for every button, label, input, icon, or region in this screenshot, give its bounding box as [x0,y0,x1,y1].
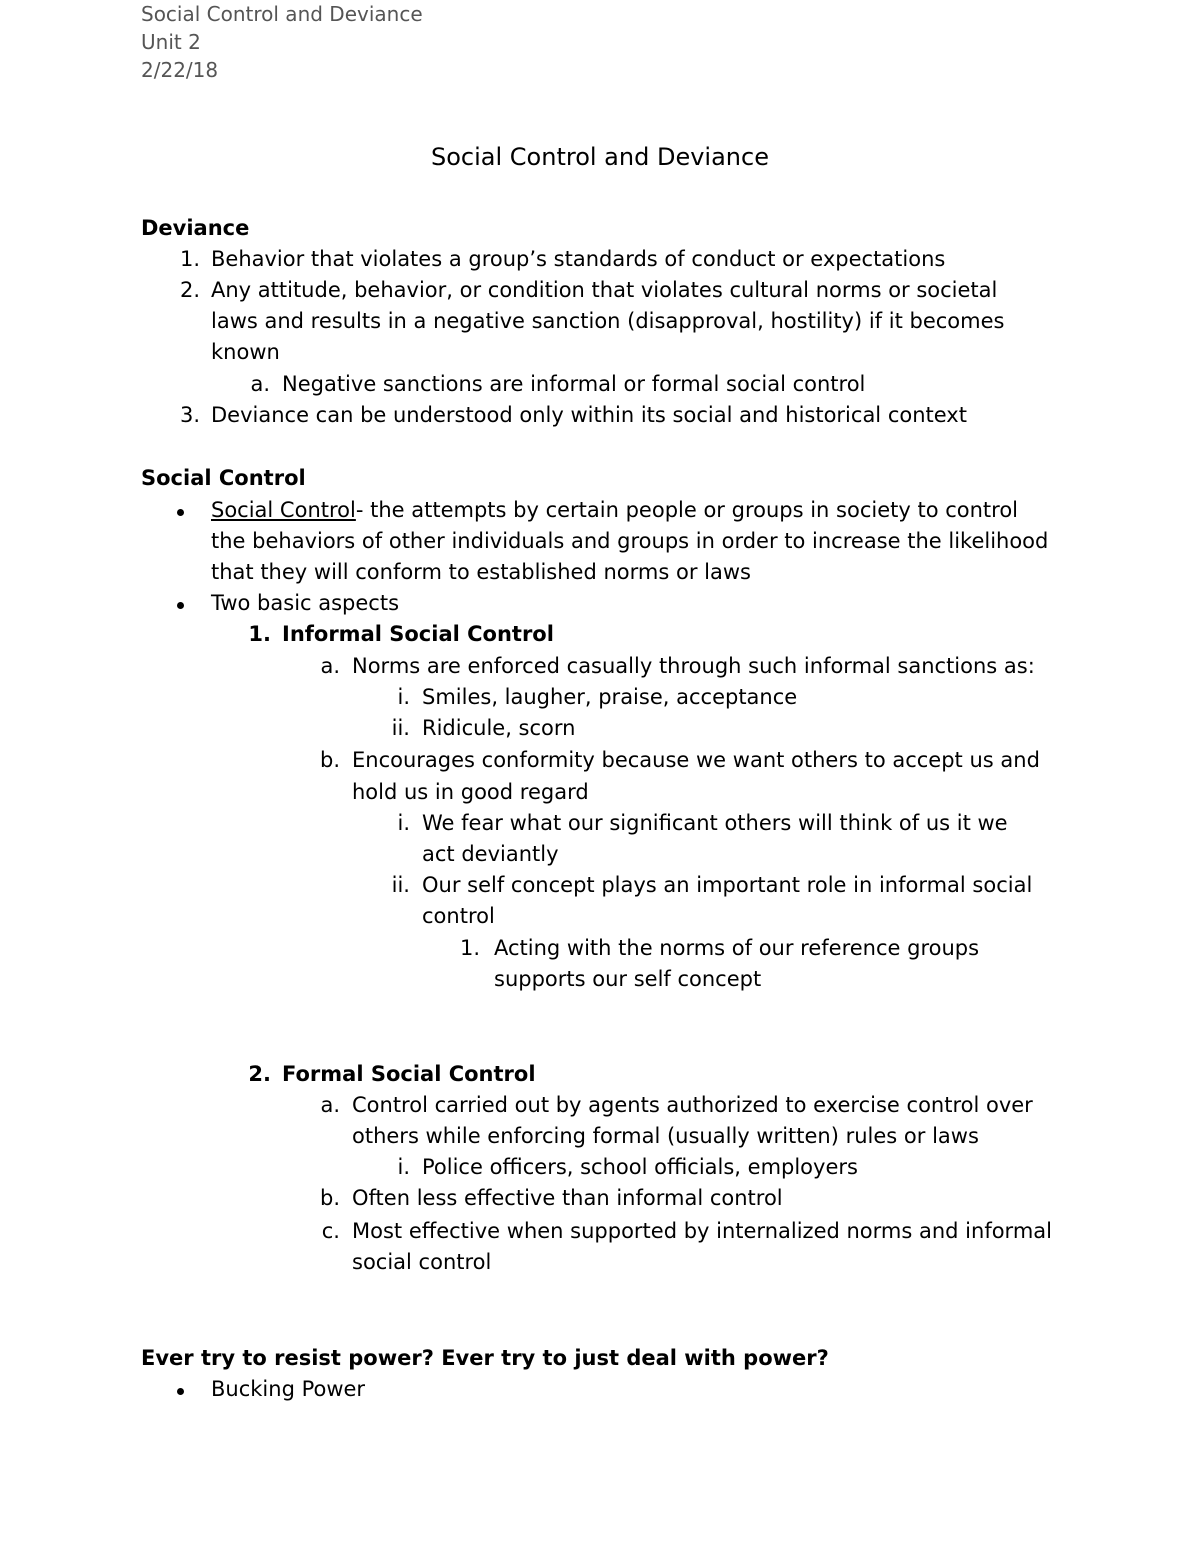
deviance-item-2-line-3: known [211,340,280,364]
formal-a-i-marker: i. [397,1155,410,1179]
bullet-icon [177,602,184,609]
informal-b-ii-marker: ii. [391,873,410,897]
deviance-item-2-marker: 2. [179,278,200,302]
power-heading: Ever try to resist power? Ever try to just deal with power? [141,1346,829,1370]
deviance-item-2-line-2: laws and results in a negative sanction (disapproval, hostility) if it becomes [211,309,1005,333]
informal-b-ii-1-marker: 1. [459,936,480,960]
informal-a-ii-text: Ridicule, scorn [422,716,576,740]
page-title: Social Control and Deviance [431,143,769,171]
social-control-definition-line-3: that they will conform to established norms or laws [211,560,751,584]
bullet-icon [177,1388,184,1395]
formal-heading: Formal Social Control [282,1062,536,1086]
informal-b-line-1: Encourages conformity because we want others to accept us and [352,748,1040,772]
informal-marker: 1. [248,622,271,646]
informal-b-marker: b. [319,748,340,772]
deviance-item-1-text: Behavior that violates a group’s standards of conduct or expectations [211,247,946,271]
informal-a-ii-marker: ii. [391,716,410,740]
definition-text: - the attempts by certain people or groups in society to control [355,498,1019,522]
informal-a-i-marker: i. [397,685,410,709]
informal-b-ii-line-1: Our self concept plays an important role in informal social [422,873,1033,897]
formal-b-marker: b. [319,1186,340,1210]
social-control-definition-line-2: the behaviors of other individuals and groups in order to increase the likelihood [211,529,1049,553]
formal-marker: 2. [248,1062,271,1086]
informal-b-line-2: hold us in good regard [352,780,589,804]
formal-a-marker: a. [320,1093,340,1117]
formal-a-i-text: Police officers, school officials, employers [422,1155,858,1179]
header-unit: Unit 2 [141,30,201,54]
deviance-heading: Deviance [141,216,250,240]
informal-b-i-line-1: We fear what our significant others will think of us it we [422,811,1008,835]
informal-b-ii-1-line-2: supports our self concept [494,967,762,991]
header-course: Social Control and Deviance [141,2,423,26]
informal-a-text: Norms are enforced casually through such informal sanctions as: [352,654,1035,678]
informal-b-ii-1-line-1: Acting with the norms of our reference groups [494,936,980,960]
formal-b-text: Often less effective than informal control [352,1186,783,1210]
definition-term: Social Control [211,498,356,522]
aspects-label: Two basic aspects [211,591,400,615]
deviance-item-2-line-1: Any attitude, behavior, or condition that violates cultural norms or societal [211,278,998,302]
informal-b-ii-line-2: control [422,904,495,928]
deviance-item-1-marker: 1. [179,247,200,271]
formal-a-line-2: others while enforcing formal (usually written) rules or laws [352,1124,979,1148]
informal-b-i-marker: i. [397,811,410,835]
formal-c-line-1: Most effective when supported by internalized norms and informal [352,1219,1052,1243]
bullet-icon [177,509,184,516]
social-control-definition-line-1 [211,495,1018,526]
informal-a-marker: a. [320,654,340,678]
deviance-item-2a-marker: a. [250,372,270,396]
formal-a-line-1: Control carried out by agents authorized to exercise control over [352,1093,1033,1117]
deviance-item-2a-text: Negative sanctions are informal or formal social control [282,372,866,396]
informal-heading: Informal Social Control [282,622,554,646]
social-control-heading: Social Control [141,466,306,490]
informal-b-i-line-2: act deviantly [422,842,559,866]
informal-a-i-text: Smiles, laugher, praise, acceptance [422,685,798,709]
deviance-item-3-text: Deviance can be understood only within its social and historical context [211,403,967,427]
power-bullet-text: Bucking Power [211,1377,366,1401]
deviance-item-3-marker: 3. [179,403,200,427]
formal-c-line-2: social control [352,1250,492,1274]
formal-c-marker: c. [321,1219,340,1243]
header-date: 2/22/18 [141,58,219,82]
